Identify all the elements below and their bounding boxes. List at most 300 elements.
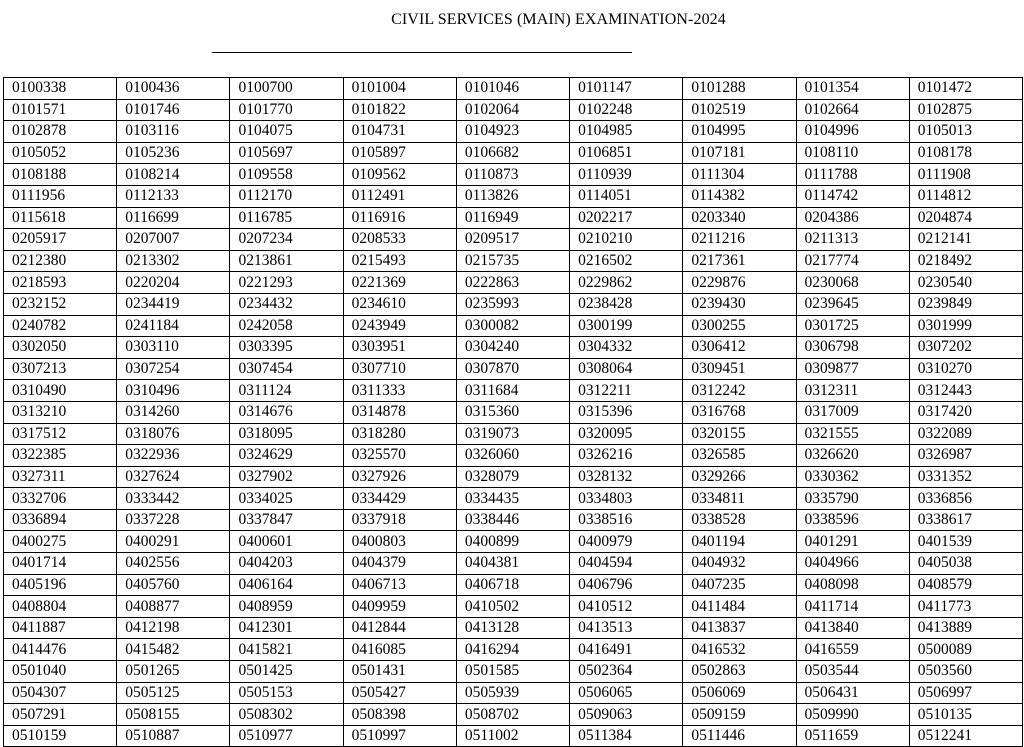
roll-number-cell: 0411887 — [4, 617, 117, 639]
roll-number-cell: 0108178 — [909, 142, 1022, 164]
roll-number-cell: 0103116 — [117, 121, 230, 143]
roll-number-cell: 0506069 — [683, 682, 796, 704]
roll-number-cell: 0414476 — [4, 639, 117, 661]
roll-number-cell: 0115618 — [4, 207, 117, 229]
roll-number-cell: 0104923 — [456, 121, 569, 143]
roll-number-cell: 0404932 — [683, 553, 796, 575]
roll-number-cell: 0213302 — [117, 250, 230, 272]
roll-number-cell: 0338516 — [570, 509, 683, 531]
roll-number-cell: 0506431 — [796, 682, 909, 704]
roll-number-cell: 0221369 — [343, 272, 456, 294]
roll-number-cell: 0510887 — [117, 725, 230, 747]
roll-number-cell: 0101472 — [909, 78, 1022, 100]
roll-number-cell: 0239645 — [796, 293, 909, 315]
roll-number-cell: 0242058 — [230, 315, 343, 337]
roll-number-cell: 0105697 — [230, 142, 343, 164]
roll-number-cell: 0413128 — [456, 617, 569, 639]
roll-number-cell: 0109558 — [230, 164, 343, 186]
roll-number-cell: 0338617 — [909, 509, 1022, 531]
roll-number-cell: 0229862 — [570, 272, 683, 294]
roll-number-cell: 0101746 — [117, 99, 230, 121]
roll-number-cell: 0411773 — [909, 596, 1022, 618]
roll-number-cell: 0238428 — [570, 293, 683, 315]
roll-number-cell: 0312311 — [796, 380, 909, 402]
roll-number-cell: 0317420 — [909, 401, 1022, 423]
roll-number-cell: 0102064 — [456, 99, 569, 121]
roll-number-cell: 0400803 — [343, 531, 456, 553]
roll-number-cell: 0328079 — [456, 466, 569, 488]
roll-number-cell: 0309877 — [796, 358, 909, 380]
roll-number-cell: 0311333 — [343, 380, 456, 402]
roll-number-cell: 0307870 — [456, 358, 569, 380]
roll-number-cell: 0416294 — [456, 639, 569, 661]
table-row — [4, 617, 1023, 639]
table-row — [4, 574, 1023, 596]
roll-number-cell: 0407235 — [683, 574, 796, 596]
roll-number-cell: 0400275 — [4, 531, 117, 553]
page-title: CIVIL SERVICES (MAIN) EXAMINATION-2024 — [391, 11, 726, 28]
roll-number-cell: 0304240 — [456, 337, 569, 359]
roll-number-cell: 0330362 — [796, 466, 909, 488]
roll-number-cell: 0326620 — [796, 445, 909, 467]
roll-number-cell: 0511659 — [796, 725, 909, 747]
roll-number-cell: 0326060 — [456, 445, 569, 467]
roll-number-cell: 0413840 — [796, 617, 909, 639]
roll-number-cell: 0510159 — [4, 725, 117, 747]
table-row — [4, 488, 1023, 510]
roll-number-cell: 0101004 — [343, 78, 456, 100]
roll-number-cell: 0312211 — [570, 380, 683, 402]
roll-number-cell: 0104985 — [570, 121, 683, 143]
roll-number-cell: 0307202 — [909, 337, 1022, 359]
table-row — [4, 661, 1023, 683]
table-row — [4, 121, 1023, 143]
roll-number-cell: 0116916 — [343, 207, 456, 229]
roll-number-cell: 0300199 — [570, 315, 683, 337]
roll-number-cell: 0412844 — [343, 617, 456, 639]
roll-number-cell: 0101822 — [343, 99, 456, 121]
roll-number-cell: 0312443 — [909, 380, 1022, 402]
roll-number-cell: 0315396 — [570, 401, 683, 423]
roll-number-cell: 0106682 — [456, 142, 569, 164]
roll-number-cell: 0508398 — [343, 704, 456, 726]
roll-number-cell: 0404381 — [456, 553, 569, 575]
roll-number-cell: 0322385 — [4, 445, 117, 467]
roll-number-cell: 0510135 — [909, 704, 1022, 726]
roll-number-cell: 0404379 — [343, 553, 456, 575]
roll-number-cell: 0501040 — [4, 661, 117, 683]
roll-number-cell: 0401291 — [796, 531, 909, 553]
roll-number-cell: 0109562 — [343, 164, 456, 186]
roll-number-cell: 0319073 — [456, 423, 569, 445]
roll-number-cell: 0104995 — [683, 121, 796, 143]
roll-number-cell: 0415482 — [117, 639, 230, 661]
roll-number-cell: 0325570 — [343, 445, 456, 467]
table-row — [4, 293, 1023, 315]
roll-number-cell: 0509990 — [796, 704, 909, 726]
roll-number-cell: 0205917 — [4, 229, 117, 251]
roll-number-cell: 0108214 — [117, 164, 230, 186]
roll-number-cell: 0410502 — [456, 596, 569, 618]
roll-number-cell: 0337228 — [117, 509, 230, 531]
roll-number-cell: 0409959 — [343, 596, 456, 618]
roll-number-cell: 0234610 — [343, 293, 456, 315]
roll-number-cell: 0318280 — [343, 423, 456, 445]
roll-number-cell: 0101046 — [456, 78, 569, 100]
roll-number-cell: 0512241 — [909, 725, 1022, 747]
roll-number-cell: 0114812 — [909, 185, 1022, 207]
roll-number-cell: 0304332 — [570, 337, 683, 359]
table-row — [4, 337, 1023, 359]
roll-number-cell: 0505125 — [117, 682, 230, 704]
roll-number-cell: 0303110 — [117, 337, 230, 359]
roll-number-cell: 0207234 — [230, 229, 343, 251]
roll-number-cell: 0416491 — [570, 639, 683, 661]
roll-number-cell: 0313210 — [4, 401, 117, 423]
roll-number-cell: 0509159 — [683, 704, 796, 726]
roll-number-cell: 0306798 — [796, 337, 909, 359]
roll-number-cell: 0506065 — [570, 682, 683, 704]
roll-number-cell: 0116699 — [117, 207, 230, 229]
table-row — [4, 142, 1023, 164]
roll-number-cell: 0327926 — [343, 466, 456, 488]
roll-number-cell: 0239849 — [909, 293, 1022, 315]
roll-number-cell: 0301725 — [796, 315, 909, 337]
roll-number-cell: 0508155 — [117, 704, 230, 726]
table-row — [4, 423, 1023, 445]
roll-number-cell: 0105052 — [4, 142, 117, 164]
table-row — [4, 207, 1023, 229]
roll-number-cell: 0505153 — [230, 682, 343, 704]
roll-number-cell: 0337847 — [230, 509, 343, 531]
roll-number-cell: 0209517 — [456, 229, 569, 251]
roll-number-cell: 0104731 — [343, 121, 456, 143]
roll-number-cell: 0508302 — [230, 704, 343, 726]
roll-number-cell: 0337918 — [343, 509, 456, 531]
roll-number-cell: 0105236 — [117, 142, 230, 164]
roll-number-cell: 0401194 — [683, 531, 796, 553]
roll-number-cell: 0405038 — [909, 553, 1022, 575]
roll-number-cell: 0320095 — [570, 423, 683, 445]
roll-number-cell: 0111956 — [4, 185, 117, 207]
roll-number-cell: 0314260 — [117, 401, 230, 423]
roll-number-cell: 0101354 — [796, 78, 909, 100]
roll-number-cell: 0400601 — [230, 531, 343, 553]
roll-number-cell: 0240782 — [4, 315, 117, 337]
roll-number-cell: 0321555 — [796, 423, 909, 445]
roll-number-cell: 0108110 — [796, 142, 909, 164]
roll-number-cell: 0501431 — [343, 661, 456, 683]
roll-number-cell: 0114382 — [683, 185, 796, 207]
table-row — [4, 466, 1023, 488]
roll-number-cell: 0235993 — [456, 293, 569, 315]
roll-number-cell: 0204386 — [796, 207, 909, 229]
table-row — [4, 250, 1023, 272]
roll-number-cell: 0502863 — [683, 661, 796, 683]
roll-number-cell: 0113826 — [456, 185, 569, 207]
roll-number-cell: 0329266 — [683, 466, 796, 488]
roll-number-cell: 0107181 — [683, 142, 796, 164]
roll-number-cell: 0307454 — [230, 358, 343, 380]
roll-number-cell: 0501265 — [117, 661, 230, 683]
roll-number-cell: 0102664 — [796, 99, 909, 121]
roll-number-cell: 0218593 — [4, 272, 117, 294]
roll-number-cell: 0334025 — [230, 488, 343, 510]
roll-number-cell: 0400291 — [117, 531, 230, 553]
roll-number-cell: 0408579 — [909, 574, 1022, 596]
roll-number-cell: 0112133 — [117, 185, 230, 207]
title-underline — [212, 52, 632, 53]
roll-number-cell: 0302050 — [4, 337, 117, 359]
roll-number-cell: 0212380 — [4, 250, 117, 272]
roll-number-cell: 0300255 — [683, 315, 796, 337]
roll-number-cell: 0510977 — [230, 725, 343, 747]
roll-number-cell: 0221293 — [230, 272, 343, 294]
table-row — [4, 639, 1023, 661]
roll-number-cell: 0301999 — [909, 315, 1022, 337]
roll-number-cell: 0307213 — [4, 358, 117, 380]
roll-number-cell: 0326987 — [909, 445, 1022, 467]
roll-number-cell: 0509063 — [570, 704, 683, 726]
roll-number-cell: 0406718 — [456, 574, 569, 596]
table-row — [4, 531, 1023, 553]
roll-number-cell: 0413513 — [570, 617, 683, 639]
roll-number-cell: 0101571 — [4, 99, 117, 121]
roll-number-cell: 0239430 — [683, 293, 796, 315]
roll-number-cell: 0412301 — [230, 617, 343, 639]
roll-number-cell: 0334429 — [343, 488, 456, 510]
table-row — [4, 229, 1023, 251]
roll-number-cell: 0116949 — [456, 207, 569, 229]
roll-number-cell: 0314878 — [343, 401, 456, 423]
table-row — [4, 185, 1023, 207]
roll-number-cell: 0314676 — [230, 401, 343, 423]
roll-number-cell: 0234419 — [117, 293, 230, 315]
roll-number-cell: 0230068 — [796, 272, 909, 294]
roll-number-cell: 0413889 — [909, 617, 1022, 639]
roll-number-cell: 0102878 — [4, 121, 117, 143]
table-row — [4, 78, 1023, 100]
roll-number-cell: 0412198 — [117, 617, 230, 639]
roll-number-cell: 0338446 — [456, 509, 569, 531]
roll-number-cell: 0102248 — [570, 99, 683, 121]
roll-number-cell: 0310490 — [4, 380, 117, 402]
roll-number-cell: 0110873 — [456, 164, 569, 186]
table-row — [4, 509, 1023, 531]
roll-number-cell: 0243949 — [343, 315, 456, 337]
roll-number-cell: 0114051 — [570, 185, 683, 207]
roll-number-cell: 0232152 — [4, 293, 117, 315]
roll-number-cell: 0312242 — [683, 380, 796, 402]
roll-number-cell: 0303951 — [343, 337, 456, 359]
table-row — [4, 99, 1023, 121]
roll-number-cell: 0310270 — [909, 358, 1022, 380]
roll-number-cell: 0501425 — [230, 661, 343, 683]
roll-number-cell: 0101147 — [570, 78, 683, 100]
roll-number-cell: 0415821 — [230, 639, 343, 661]
roll-number-cell: 0100436 — [117, 78, 230, 100]
roll-number-cell: 0100700 — [230, 78, 343, 100]
roll-number-cell: 0405196 — [4, 574, 117, 596]
roll-number-cell: 0306412 — [683, 337, 796, 359]
roll-number-cell: 0309451 — [683, 358, 796, 380]
roll-number-cell: 0511002 — [456, 725, 569, 747]
roll-number-cell: 0303395 — [230, 337, 343, 359]
roll-number-cell: 0336856 — [909, 488, 1022, 510]
roll-number-cell: 0215735 — [456, 250, 569, 272]
table-row — [4, 358, 1023, 380]
roll-number-cell: 0506997 — [909, 682, 1022, 704]
table-row — [4, 553, 1023, 575]
roll-number-cell: 0204874 — [909, 207, 1022, 229]
roll-number-cell: 0308064 — [570, 358, 683, 380]
roll-number-cell: 0110939 — [570, 164, 683, 186]
roll-number-cell: 0324629 — [230, 445, 343, 467]
roll-number-cell: 0317512 — [4, 423, 117, 445]
roll-number-cell: 0500089 — [909, 639, 1022, 661]
roll-number-cell: 0234432 — [230, 293, 343, 315]
roll-number-cell: 0116785 — [230, 207, 343, 229]
roll-number-cell: 0333442 — [117, 488, 230, 510]
roll-number-cell: 0114742 — [796, 185, 909, 207]
roll-number-cell: 0332706 — [4, 488, 117, 510]
roll-number-cell: 0318095 — [230, 423, 343, 445]
roll-number-cell: 0335790 — [796, 488, 909, 510]
roll-number-cell: 0101288 — [683, 78, 796, 100]
roll-number-cell: 0102875 — [909, 99, 1022, 121]
roll-number-cell: 0326216 — [570, 445, 683, 467]
roll-number-cell: 0229876 — [683, 272, 796, 294]
roll-number-cell: 0411714 — [796, 596, 909, 618]
roll-number-cell: 0105013 — [909, 121, 1022, 143]
roll-number-cell: 0404594 — [570, 553, 683, 575]
roll-number-cell: 0416085 — [343, 639, 456, 661]
roll-number-cell: 0230540 — [909, 272, 1022, 294]
roll-number-cell: 0241184 — [117, 315, 230, 337]
roll-number-table-body — [4, 78, 1023, 747]
table-row — [4, 596, 1023, 618]
roll-number-cell: 0211313 — [796, 229, 909, 251]
table-row — [4, 164, 1023, 186]
roll-number-cell: 0104996 — [796, 121, 909, 143]
roll-number-cell: 0507291 — [4, 704, 117, 726]
table-row — [4, 704, 1023, 726]
roll-number-cell: 0328132 — [570, 466, 683, 488]
roll-number-cell: 0213861 — [230, 250, 343, 272]
roll-number-cell: 0510997 — [343, 725, 456, 747]
roll-number-cell: 0104075 — [230, 121, 343, 143]
roll-number-cell: 0307254 — [117, 358, 230, 380]
roll-number-cell: 0315360 — [456, 401, 569, 423]
roll-number-cell: 0406713 — [343, 574, 456, 596]
roll-number-cell: 0322089 — [909, 423, 1022, 445]
roll-number-cell: 0100338 — [4, 78, 117, 100]
roll-number-cell: 0338596 — [796, 509, 909, 531]
table-row — [4, 380, 1023, 402]
roll-number-cell: 0503560 — [909, 661, 1022, 683]
roll-number-cell: 0400979 — [570, 531, 683, 553]
roll-number-cell: 0101770 — [230, 99, 343, 121]
roll-number-cell: 0111908 — [909, 164, 1022, 186]
roll-number-cell: 0505427 — [343, 682, 456, 704]
roll-number-cell: 0404966 — [796, 553, 909, 575]
roll-number-cell: 0504307 — [4, 682, 117, 704]
roll-number-cell: 0406164 — [230, 574, 343, 596]
roll-number-cell: 0511446 — [683, 725, 796, 747]
roll-number-cell: 0334435 — [456, 488, 569, 510]
roll-number-cell: 0416532 — [683, 639, 796, 661]
roll-number-cell: 0212141 — [909, 229, 1022, 251]
roll-number-cell: 0215493 — [343, 250, 456, 272]
roll-number-cell: 0311684 — [456, 380, 569, 402]
roll-number-cell: 0112170 — [230, 185, 343, 207]
roll-number-cell: 0413837 — [683, 617, 796, 639]
roll-number-cell: 0326585 — [683, 445, 796, 467]
table-row — [4, 315, 1023, 337]
roll-number-cell: 0102519 — [683, 99, 796, 121]
roll-number-cell: 0316768 — [683, 401, 796, 423]
roll-number-cell: 0411484 — [683, 596, 796, 618]
roll-number-cell: 0327624 — [117, 466, 230, 488]
roll-number-cell: 0216502 — [570, 250, 683, 272]
roll-number-cell: 0105897 — [343, 142, 456, 164]
roll-number-cell: 0327311 — [4, 466, 117, 488]
roll-number-cell: 0401539 — [909, 531, 1022, 553]
roll-number-cell: 0502364 — [570, 661, 683, 683]
table-row — [4, 682, 1023, 704]
roll-number-cell: 0336894 — [4, 509, 117, 531]
roll-number-cell: 0307710 — [343, 358, 456, 380]
roll-number-cell: 0318076 — [117, 423, 230, 445]
roll-number-cell: 0508702 — [456, 704, 569, 726]
roll-number-cell: 0402556 — [117, 553, 230, 575]
roll-number-cell: 0408804 — [4, 596, 117, 618]
table-row — [4, 401, 1023, 423]
roll-number-cell: 0501585 — [456, 661, 569, 683]
roll-number-cell: 0317009 — [796, 401, 909, 423]
roll-number-table — [3, 77, 1023, 747]
roll-number-cell: 0406796 — [570, 574, 683, 596]
roll-number-cell: 0408098 — [796, 574, 909, 596]
roll-number-cell: 0322936 — [117, 445, 230, 467]
roll-number-cell: 0503544 — [796, 661, 909, 683]
roll-number-cell: 0320155 — [683, 423, 796, 445]
roll-number-cell: 0334803 — [570, 488, 683, 510]
roll-number-cell: 0202217 — [570, 207, 683, 229]
roll-number-cell: 0210210 — [570, 229, 683, 251]
roll-number-cell: 0310496 — [117, 380, 230, 402]
roll-number-cell: 0408959 — [230, 596, 343, 618]
roll-number-cell: 0112491 — [343, 185, 456, 207]
table-row — [4, 272, 1023, 294]
roll-number-cell: 0211216 — [683, 229, 796, 251]
roll-number-cell: 0111788 — [796, 164, 909, 186]
roll-number-cell: 0300082 — [456, 315, 569, 337]
roll-number-cell: 0108188 — [4, 164, 117, 186]
roll-number-cell: 0400899 — [456, 531, 569, 553]
roll-number-cell: 0334811 — [683, 488, 796, 510]
roll-number-cell: 0311124 — [230, 380, 343, 402]
roll-number-cell: 0505939 — [456, 682, 569, 704]
roll-number-cell: 0404203 — [230, 553, 343, 575]
roll-number-cell: 0111304 — [683, 164, 796, 186]
roll-number-cell: 0408877 — [117, 596, 230, 618]
roll-number-cell: 0410512 — [570, 596, 683, 618]
roll-number-cell: 0405760 — [117, 574, 230, 596]
roll-number-cell: 0217774 — [796, 250, 909, 272]
roll-number-cell: 0218492 — [909, 250, 1022, 272]
roll-number-cell: 0106851 — [570, 142, 683, 164]
